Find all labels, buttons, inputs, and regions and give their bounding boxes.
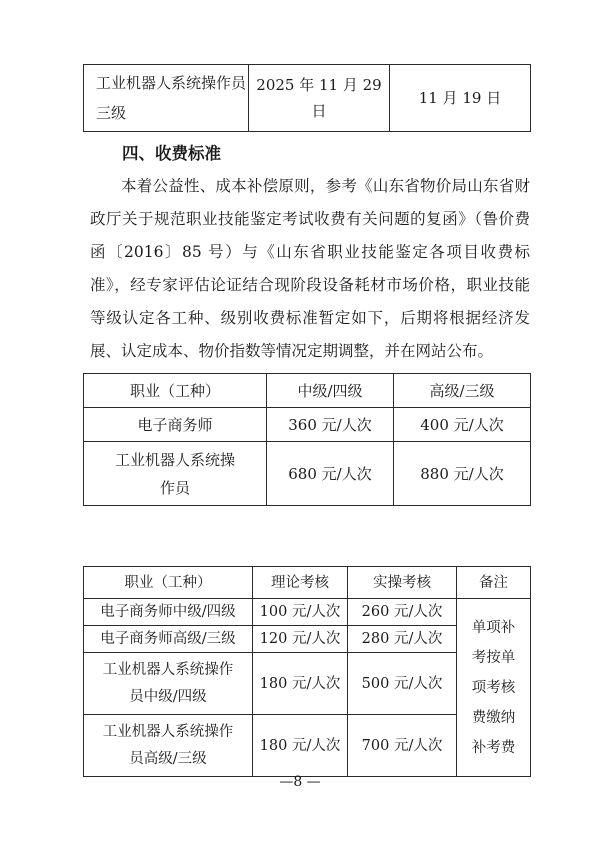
exam-schedule-table — [83, 64, 531, 132]
header-advanced: 高级/三级 — [394, 374, 531, 408]
section-heading: 四、收费标准 — [122, 144, 221, 163]
table-row — [84, 599, 531, 626]
theory-fee-cell: 180 元/人次 — [253, 653, 348, 715]
fee-standard-table — [83, 373, 531, 506]
table-header-row — [84, 374, 531, 408]
theory-fee-cell: 100 元/人次 — [253, 599, 348, 626]
fee-cell: 360 元/人次 — [267, 408, 394, 442]
practical-fee-cell: 700 元/人次 — [348, 715, 457, 777]
table-row — [84, 408, 531, 442]
practical-fee-cell: 260 元/人次 — [348, 599, 457, 626]
table-row — [84, 65, 531, 132]
occupation-cell: 工业机器人系统操作员三级 — [84, 65, 249, 132]
remarks-cell: 单项补考按单项考核费缴纳补考费 — [457, 599, 531, 777]
deadline-cell: 11 月 19 日 — [390, 65, 531, 132]
page-number: —8 — — [279, 774, 321, 790]
fee-cell: 680 元/人次 — [267, 442, 394, 506]
table-row — [84, 442, 531, 506]
header-practical: 实操考核 — [348, 567, 457, 599]
fee-cell: 400 元/人次 — [394, 408, 531, 442]
header-remarks: 备注 — [457, 567, 531, 599]
exam-date-cell: 2025 年 11 月 29 日 — [249, 65, 390, 132]
table-header-row — [84, 567, 531, 599]
occupation-cell: 工业机器人系统操作员 — [84, 442, 267, 506]
practical-fee-cell: 500 元/人次 — [348, 653, 457, 715]
header-occupation: 职业（工种） — [84, 567, 253, 599]
practical-fee-cell: 280 元/人次 — [348, 626, 457, 653]
occupation-cell: 电子商务师中级/四级 — [84, 599, 253, 626]
header-theory: 理论考核 — [253, 567, 348, 599]
occupation-cell: 电子商务师 — [84, 408, 267, 442]
occupation-cell: 工业机器人系统操作员高级/三级 — [84, 715, 253, 777]
theory-fee-cell: 180 元/人次 — [253, 715, 348, 777]
fee-cell: 880 元/人次 — [394, 442, 531, 506]
body-paragraph: 本着公益性、成本补偿原则，参考《山东省物价局山东省财政厅关于规范职业技能鉴定考试收费有关问题的复函》（鲁价费函〔2016〕85 号）与《山东省职业技能鉴定各项目收费标准》，经专家评估论证结合现阶段设备耗材市场价格，职业技能等级认定各工种、级别收费标准暂定如下，后期将根据经济发展、认定成本、物价指数等情况定期调整，并在网站公布。 — [90, 177, 530, 360]
occupation-cell: 工业机器人系统操作员中级/四级 — [84, 653, 253, 715]
retake-fee-table — [83, 566, 531, 777]
theory-fee-cell: 120 元/人次 — [253, 626, 348, 653]
header-occupation: 职业（工种） — [84, 374, 267, 408]
header-intermediate: 中级/四级 — [267, 374, 394, 408]
occupation-cell: 电子商务师高级/三级 — [84, 626, 253, 653]
